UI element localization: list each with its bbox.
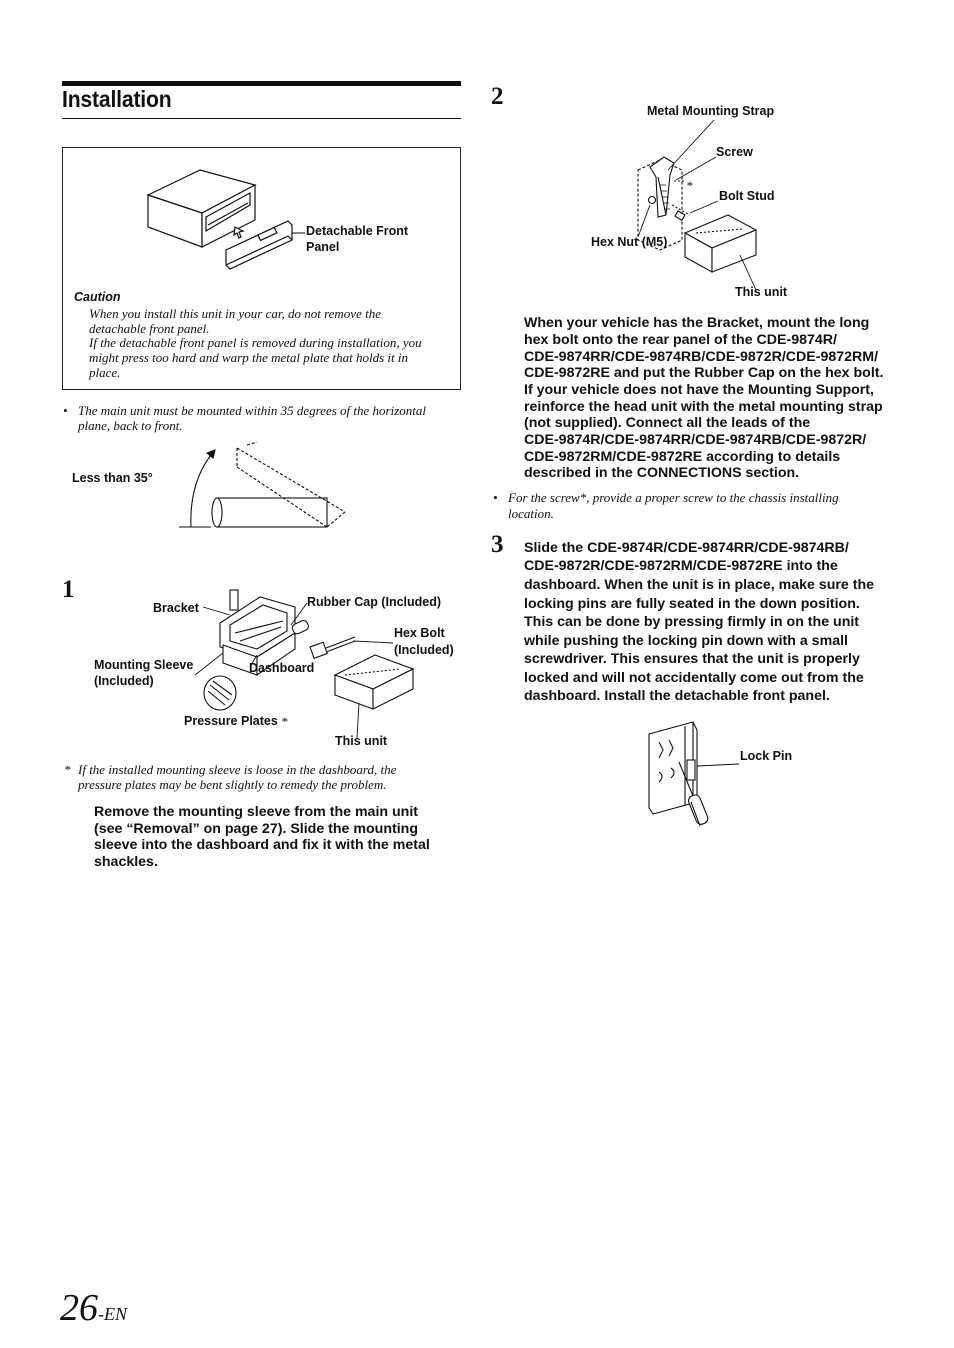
step2-instruction-7: (not supplied). Connect all the leads of the bbox=[524, 415, 811, 431]
step1-instruction-4: shackles. bbox=[94, 854, 158, 870]
step3-instruction-3: dashboard. When the unit is in place, make sure the bbox=[524, 577, 875, 593]
step1-instruction-1: Remove the mounting sleeve from the main unit bbox=[94, 804, 418, 820]
asterisk-screw: * bbox=[686, 178, 693, 193]
title-rule bbox=[62, 118, 461, 119]
step3-illustration bbox=[645, 722, 740, 834]
footnote-mark: * bbox=[64, 762, 71, 777]
label-detachable-front-panel-line1: Detachable Front bbox=[306, 224, 409, 238]
angle-note-line2: plane, back to front. bbox=[78, 418, 183, 433]
page-number: 26-EN bbox=[60, 1287, 127, 1329]
label-less-than-35: Less than 35° bbox=[72, 471, 153, 485]
bullet-angle: • bbox=[63, 403, 68, 418]
caution-heading: Caution bbox=[74, 290, 121, 304]
label-rubber-cap: Rubber Cap (Included) bbox=[307, 595, 442, 609]
caution-text-1: When you install this unit in your car, do not remove the bbox=[89, 306, 381, 321]
step2-instruction-8: CDE-9874R/CDE-9874RR/CDE-9874RB/CDE-9872R/ bbox=[524, 432, 867, 448]
step-3-number: 3 bbox=[491, 531, 504, 558]
label-dashboard: Dashboard bbox=[249, 661, 315, 675]
footnote-line1: If the installed mounting sleeve is loose in the dashboard, the bbox=[78, 762, 397, 777]
label-bolt-stud: Bolt Stud bbox=[719, 189, 775, 203]
label-mounting-sleeve-line1: Mounting Sleeve bbox=[94, 658, 194, 672]
bullet-screw-note: • bbox=[493, 490, 498, 505]
label-this-unit-step2: This unit bbox=[735, 285, 788, 299]
label-mounting-sleeve-line2: (Included) bbox=[94, 674, 154, 688]
label-hex-bolt-line1: Hex Bolt bbox=[394, 626, 445, 640]
step1-instruction-3: sleeve into the dashboard and fix it with the metal bbox=[94, 837, 430, 853]
step3-instruction-7: screwdriver. This ensures that the unit is properly bbox=[524, 651, 860, 667]
caution-text-5: place. bbox=[89, 365, 121, 380]
step2-instruction-9: CDE-9872RM/CDE-9872RE according to details bbox=[524, 449, 841, 465]
step3-instruction-4: locking pins are fully seated in the down position. bbox=[524, 596, 860, 612]
page-title: Installation bbox=[62, 86, 172, 112]
front-panel-illustration bbox=[140, 165, 310, 275]
step2-instruction-5: If your vehicle does not have the Mounting Support, bbox=[524, 382, 874, 398]
step2-instruction-3: CDE-9874RR/CDE-9874RB/CDE-9872R/CDE-9872RM/ bbox=[524, 349, 879, 365]
label-this-unit-step1: This unit bbox=[335, 734, 388, 748]
step3-instruction-1: Slide the CDE-9874R/CDE-9874RR/CDE-9874RB/ bbox=[524, 540, 849, 556]
label-metal-mounting-strap: Metal Mounting Strap bbox=[647, 104, 775, 118]
step2-illustration bbox=[630, 115, 770, 290]
step3-instruction-2: CDE-9872R/CDE-9872RM/CDE-9872RE into the bbox=[524, 558, 838, 574]
label-hex-nut: Hex Nut (M5) bbox=[591, 235, 668, 249]
label-lock-pin: Lock Pin bbox=[740, 749, 793, 763]
step3-instruction-6: while pushing the locking pin down with a small bbox=[524, 633, 848, 649]
step2-instruction-6: reinforce the head unit with the metal mounting strap bbox=[524, 399, 883, 415]
footnote-line2: pressure plates may be bent slightly to remedy the problem. bbox=[78, 777, 387, 792]
angle-illustration bbox=[175, 440, 355, 535]
step2-instruction-4: CDE-9872RE and put the Rubber Cap on the hex bolt. bbox=[524, 365, 884, 381]
caution-text-4: might press too hard and warp the metal plate that holds it in bbox=[89, 350, 408, 365]
step3-instruction-5: This can be done by pressing firmly in on the unit bbox=[524, 614, 860, 630]
label-bracket: Bracket bbox=[153, 601, 199, 615]
step3-instruction-9: dashboard. Install the detachable front panel. bbox=[524, 688, 830, 704]
asterisk-pressure-plates: * bbox=[281, 714, 288, 729]
caution-text-2: detachable front panel. bbox=[89, 321, 210, 336]
caution-text-3: If the detachable front panel is removed during installation, you bbox=[89, 335, 422, 350]
screw-note-line2: location. bbox=[508, 506, 554, 521]
label-screw: Screw bbox=[716, 145, 753, 159]
step2-instruction-10: described in the CONNECTIONS section. bbox=[524, 465, 800, 481]
step-2-number: 2 bbox=[491, 83, 504, 110]
screw-note-line1: For the screw*, provide a proper screw to the chassis installing bbox=[508, 490, 839, 505]
step2-instruction-1: When your vehicle has the Bracket, mount the long bbox=[524, 315, 870, 331]
step3-instruction-8: locked and will not accidentally come out from the bbox=[524, 670, 864, 686]
label-pressure-plates: Pressure Plates bbox=[184, 714, 278, 728]
angle-note-line1: The main unit must be mounted within 35 degrees of the horizontal bbox=[78, 403, 426, 418]
step2-instruction-2: hex bolt onto the rear panel of the CDE-9874R/ bbox=[524, 332, 837, 348]
step-1-number: 1 bbox=[62, 576, 75, 603]
label-detachable-front-panel-line2: Panel bbox=[306, 240, 340, 254]
step1-instruction-2: (see “Removal” on page 27). Slide the mounting bbox=[94, 821, 419, 837]
label-hex-bolt-line2: (Included) bbox=[394, 643, 454, 657]
